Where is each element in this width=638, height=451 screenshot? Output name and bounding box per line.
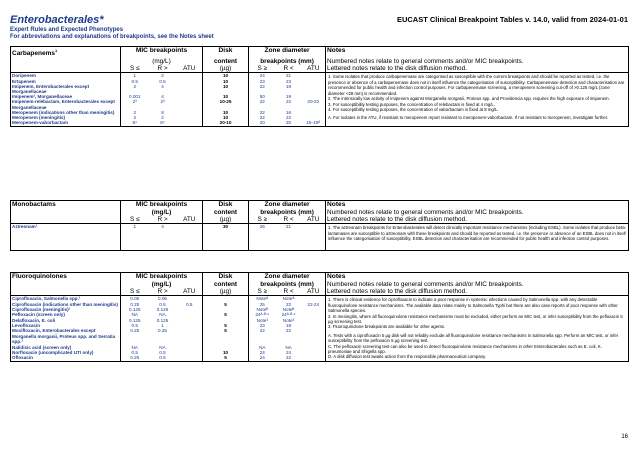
agent-name: Meropenem-vaborbactam xyxy=(11,120,121,126)
zone-r: 19 xyxy=(285,323,292,329)
zatu-heading: ATU xyxy=(302,216,326,224)
carbapenems-table xyxy=(10,46,629,127)
mic-r: 0.5 xyxy=(159,349,166,355)
mic-heading: MIC breakpoints xyxy=(121,201,203,209)
mic-r: 8⁴ xyxy=(149,120,177,126)
notes-heading: Notes xyxy=(326,47,629,58)
note-3: 3. Fluoroquinolone breakpoints are available for other agents. xyxy=(328,324,446,330)
zone-s: 22 xyxy=(249,110,276,115)
agent-name: Imipenem², Morganellaceae xyxy=(11,94,121,99)
note-1: 1. There is clinical evidence for ciprofloxacin to indicate a poor response in systemic infections caused by Salmonella spp. with any detectable fluoroquinolone resistance mechanisms. The available data relate mainly to Salmonella Typhi but there are also case reports of poor response with other Salmonella species. xyxy=(328,297,618,314)
agent-name: Ciprofloxacin (meningitis)² xyxy=(11,307,121,312)
disk-heading: Disk xyxy=(203,201,249,209)
zone-r: 22 xyxy=(285,115,292,121)
agent-name: Aztreonam¹ xyxy=(11,224,121,251)
agent-name: Ciprofloxacin (indications other than meningitis) xyxy=(11,302,121,307)
page-number: 16 xyxy=(621,434,628,440)
s-heading: S ≤ xyxy=(121,216,149,224)
notes-numbered-info: Numbered notes relate to general comments and/or MIC breakpoints. xyxy=(326,209,629,216)
mic-atu xyxy=(177,355,203,361)
zone-unit: breakpoints (mm) xyxy=(249,58,326,65)
zone-heading: Zone diameter xyxy=(249,273,326,281)
zone-r: Noteᴮ xyxy=(282,307,295,313)
mic-r: 0.25 xyxy=(158,328,167,334)
disk-heading: Disk xyxy=(203,273,249,281)
agent-name: Imipenem, Enterobacterales except Morganellaceae xyxy=(11,84,121,94)
mic-s: NA xyxy=(121,345,149,350)
zone-s: 25 xyxy=(249,302,276,307)
s-heading: S ≤ xyxy=(121,288,149,296)
disk-content: 10 xyxy=(203,110,249,115)
zs-heading: S ≥ xyxy=(249,216,276,224)
note-4: 4. For susceptibility testing purposes, the concentration of vaborbactam is fixed at 8 mg/L. xyxy=(328,106,499,112)
mic-s: 0.125 xyxy=(121,307,149,312)
note-1: 1. Some isolates that produce carbapenemase are categorised as susceptible with the current breakpoints and should be reported as tested, i.e. the presence or absence of a carbapenemase does not in itself influence the categorisation of susceptibility. Carbapenemase detection and characterisation are recommended for public health and infection control purposes. For carbapenemase screening, a meropenem screening cut-off of >0.125 mg/L (zone diameter <28 mm) is recommended. xyxy=(328,74,625,96)
zone-r: 19 xyxy=(285,94,292,100)
zone-s: 22 xyxy=(249,328,276,344)
zone-atu xyxy=(302,355,326,361)
mic-r: 4 xyxy=(161,83,164,89)
mic-heading: MIC breakpoints xyxy=(121,47,203,58)
disk-content: 5 xyxy=(203,328,249,344)
disk-content: 5 xyxy=(203,355,249,361)
ug-heading: (µg) xyxy=(203,65,249,73)
note-3: 3. For susceptibility testing purposes, the concentration of relebactam is fixed at 4 mg/L. xyxy=(328,101,495,107)
mic-r: 2 xyxy=(161,115,164,121)
note-a: A. Tests with a ciprofloxacin 5 µg disk will not reliably exclude all fluoroquinolone resistance mechanisms in Salmonella spp. Perform an MIC test, or infer susceptibility from the pefloxacin 5 µg screening test. xyxy=(328,332,619,344)
zone-heading: Zone diameter xyxy=(249,201,326,209)
disk-content: 5 xyxy=(203,323,249,328)
mic-s: 0.25 xyxy=(121,355,149,361)
zone-r: 23 xyxy=(285,78,292,84)
zone-r: 22 xyxy=(276,355,302,361)
r-heading: R > xyxy=(149,216,177,224)
agent-name: Meropenem (indications other than meningitis) xyxy=(11,110,121,115)
sheet-title: Enterobacterales* xyxy=(10,14,104,26)
zone-s: 26 xyxy=(249,224,276,251)
mic-atu: 0.5 xyxy=(186,301,193,307)
mic-s: 8⁴ xyxy=(121,120,149,126)
notes-numbered-info: Numbered notes relate to general comments and/or MIC breakpoints. xyxy=(326,281,629,288)
zone-r: 22 xyxy=(285,328,292,334)
agent-name: Pefloxacin (screen only) xyxy=(11,312,121,317)
mic-r: 0.125 xyxy=(156,307,169,313)
mic-s: 0.5 xyxy=(121,323,149,328)
disk-content: 10 xyxy=(203,350,249,355)
zone-s: 20 xyxy=(249,120,276,126)
mic-s: 2³ xyxy=(121,99,149,109)
zone-r: 22 xyxy=(285,301,292,307)
mic-unit: (mg/L) xyxy=(121,281,203,288)
disk-content: 5 xyxy=(203,312,249,317)
mic-unit: (mg/L) xyxy=(121,58,203,65)
zone-unit: breakpoints (mm) xyxy=(249,209,326,216)
zone-r: 16 xyxy=(285,109,292,115)
atu-heading: ATU xyxy=(177,65,203,73)
zr-heading: R < xyxy=(276,288,302,296)
disk-content-heading: content xyxy=(203,281,249,288)
agent-name: Norfloxacin (uncomplicated UTI only) xyxy=(11,350,121,355)
zone-s: 22 xyxy=(249,99,276,109)
mic-r: 1 xyxy=(161,323,164,329)
mic-r: 0.5 xyxy=(149,355,177,361)
mic-s: 0.5 xyxy=(121,79,149,84)
agent-name: Ofloxacin xyxy=(11,355,121,361)
agent-name: Nalidixic acid (screen only) xyxy=(11,345,121,350)
zone-s: 22 xyxy=(249,115,276,120)
zone-r: 21 xyxy=(285,73,292,79)
disk-content: 10 xyxy=(203,84,249,94)
mic-heading: MIC breakpoints xyxy=(121,273,203,281)
zone-s: 24 xyxy=(249,350,276,355)
fluoroquinolones-table xyxy=(10,272,629,362)
mic-r: 4 xyxy=(149,224,177,251)
table-version-title: EUCAST Clinical Breakpoint Tables v. 14.0, valid from 2024-01-01 xyxy=(396,15,628,24)
mic-atu xyxy=(177,328,203,344)
mic-r: 4 xyxy=(161,94,164,100)
expert-rules-link[interactable]: Expert Rules and Expected Phenotypes xyxy=(10,27,124,33)
monobactams-table xyxy=(10,200,629,251)
agent-name: Meropenem (meningitis) xyxy=(11,115,121,120)
mic-s: 0.06 xyxy=(121,296,149,302)
mic-atu xyxy=(177,84,203,94)
mic-r: 8 xyxy=(161,109,164,115)
disk-content-heading: content xyxy=(203,209,249,216)
mic-atu xyxy=(177,120,203,126)
note-c: C. The pefloxacin screening test can also be used to detect fluoroquinolone resistance mechanisms in other Enterobacterales such as E. coli, K. pneumoniae and Shigella spp. xyxy=(328,343,602,354)
mic-s: 2 xyxy=(121,84,149,94)
zone-r: 22 xyxy=(285,99,292,105)
zone-s: 23 xyxy=(249,323,276,328)
zone-r: NA xyxy=(285,344,292,350)
mic-r: 0.5 xyxy=(159,301,166,307)
mic-r: 0.5 xyxy=(159,78,166,84)
mic-s: 2 xyxy=(121,115,149,120)
notes-heading: Notes xyxy=(326,201,629,209)
mic-s: 2 xyxy=(121,110,149,115)
zone-r: 24ᴬ·ᴮ·ᶜ xyxy=(281,312,296,318)
agent-name: Delafloxacin, E. coli xyxy=(11,318,121,323)
zr-heading: R < xyxy=(276,216,302,224)
zone-atu: 22-24 xyxy=(307,301,320,307)
carbapenems-notes xyxy=(326,73,629,126)
zone-r: 24 xyxy=(285,349,292,355)
zone-atu: 20-22 xyxy=(307,99,320,105)
zone-s: 50 xyxy=(249,94,276,99)
mic-unit: (mg/L) xyxy=(121,209,203,216)
zone-r: 21 xyxy=(276,224,302,251)
mic-s: 0.25 xyxy=(121,328,149,344)
disk-content: 10 xyxy=(203,79,249,84)
zr-heading: R < xyxy=(276,65,302,73)
disk-content: 30 xyxy=(203,224,249,251)
notes-lettered-info: Lettered notes relate to the disk diffusion method. xyxy=(326,216,629,224)
zone-s: 24ᴬ·ᴮ·ᶜ xyxy=(249,312,276,317)
note-2: 2. The intrinsically low activity of imipenem against Morganella morganii, Proteus spp. and Providencia spp. requires the high exposure of imipenem. xyxy=(328,96,610,102)
agent-name: Ertapenem xyxy=(11,79,121,84)
mic-r: NA xyxy=(159,344,166,350)
ug-heading: (µg) xyxy=(203,216,249,224)
section-title: Fluoroquinolones xyxy=(11,273,121,281)
zs-heading: S ≥ xyxy=(249,288,276,296)
zone-s: Noteᴮ xyxy=(249,307,276,312)
zone-s: 22 xyxy=(249,84,276,94)
disk-heading: Disk xyxy=(203,47,249,58)
agent-name: Levofloxacin xyxy=(11,323,121,328)
s-heading: S ≤ xyxy=(121,65,149,73)
section-title: Monobactams xyxy=(11,201,121,209)
atu-heading: ATU xyxy=(177,288,203,296)
notes-numbered-info: Numbered notes relate to general comments and/or MIC breakpoints. xyxy=(326,58,629,65)
ug-heading: (µg) xyxy=(203,288,249,296)
zatu-heading: ATU xyxy=(302,288,326,296)
mic-s: 1 xyxy=(121,224,149,251)
mic-atu xyxy=(177,99,203,109)
agent-name: Doripenem xyxy=(11,73,121,79)
mic-r: 2³ xyxy=(160,99,165,105)
zone-r: 20 xyxy=(276,120,302,126)
zatu-heading: ATU xyxy=(302,65,326,73)
section-title: Carbapenems$^1$ xyxy=(11,47,121,58)
zone-s: 23 xyxy=(249,79,276,84)
r-heading: R > xyxy=(149,288,177,296)
disk-content: 20-10 xyxy=(203,120,249,126)
note-d: D. A disk diffusion test awaits action from the responsible pharmaceutical company. xyxy=(328,354,486,360)
mic-atu xyxy=(177,224,203,251)
zone-heading: Zone diameter xyxy=(249,47,326,58)
atu-heading: ATU xyxy=(177,216,203,224)
mic-s: 0.125 xyxy=(121,318,149,323)
zone-atu xyxy=(302,328,326,344)
zone-atu xyxy=(302,84,326,94)
zone-r: 19 xyxy=(285,83,292,89)
mic-r: 0.06 xyxy=(158,296,167,302)
mic-r: NA xyxy=(159,312,166,318)
abbreviations-link[interactable]: For abbreviations and explanations of breakpoints, see the Notes sheet xyxy=(10,34,214,40)
agent-name: Imipenem-relebactam, Enterobacterales except Morganellaceae xyxy=(11,99,121,109)
r-heading: R > xyxy=(149,65,177,73)
agent-name: Ciprofloxacin, Salmonella spp.¹ xyxy=(11,296,121,302)
agent-name: Moxifloxacin, Enterobacterales except Morganella morganii, Proteus spp. and Serratia spp.³ xyxy=(11,328,121,344)
zone-s: Noteᴬ xyxy=(249,296,276,302)
notes-lettered-info: Lettered notes relate to the disk diffusion method. xyxy=(326,65,629,73)
disk-content: 10 xyxy=(203,73,249,79)
note-2: 2. In meningitis, where all fluoroquinolone resistance mechanisms must be excluded, either perform an MIC test, or infer susceptibility from the pefloxacin 5 µg screening test. xyxy=(328,313,623,324)
mic-s: 0.25 xyxy=(121,302,149,307)
mic-r: 2 xyxy=(161,73,164,79)
zone-atu xyxy=(302,224,326,251)
mic-r: 0.125 xyxy=(156,317,169,323)
notes-lettered-info: Lettered notes relate to the disk diffusion method. xyxy=(326,288,629,296)
fluoroquinolones-notes xyxy=(326,296,629,361)
zone-r: Noteᴬ xyxy=(282,296,295,302)
note-a: A. For isolates in the ATU, if resistant to meropenem report resistant to meropenem-vaborbactam. If not resistant to meropenem, investigate further. xyxy=(328,115,609,121)
zs-heading: S ≥ xyxy=(249,65,276,73)
mic-s: 0.5 xyxy=(121,350,149,355)
disk-content: 10 xyxy=(203,115,249,120)
mic-s: 0.001 xyxy=(121,94,149,99)
zone-s: NA xyxy=(249,345,276,350)
notes-heading: Notes xyxy=(326,273,629,281)
mic-s: NA xyxy=(121,312,149,317)
disk-content: 10 xyxy=(203,94,249,99)
zone-s: 24 xyxy=(249,73,276,79)
zone-s: 24 xyxy=(249,355,276,361)
mic-s: 1 xyxy=(121,73,149,79)
zone-unit: breakpoints (mm) xyxy=(249,281,326,288)
disk-content: 10-25 xyxy=(203,99,249,109)
monobactams-notes: 1. The aztreonam breakpoints for Enterobacterales will detect clinically important resistance mechanisms (including ESBL). Some isolates that produce beta-lactamases are susceptible to aztreonam with these breakpoints and should be reported as tested, i.e. the presence or absence of an ESBL does not in itself influence the categorisation of susceptibility. ESBL detection and characterisation are recommended for public health and infection control purposes. xyxy=(326,224,629,251)
disk-content: 5 xyxy=(203,302,249,307)
disk-content-heading: content xyxy=(203,58,249,65)
zone-s: Note³ xyxy=(249,318,276,323)
zone-atu: 15-19ᴬ xyxy=(302,120,326,126)
zone-r: Note³ xyxy=(282,317,295,323)
